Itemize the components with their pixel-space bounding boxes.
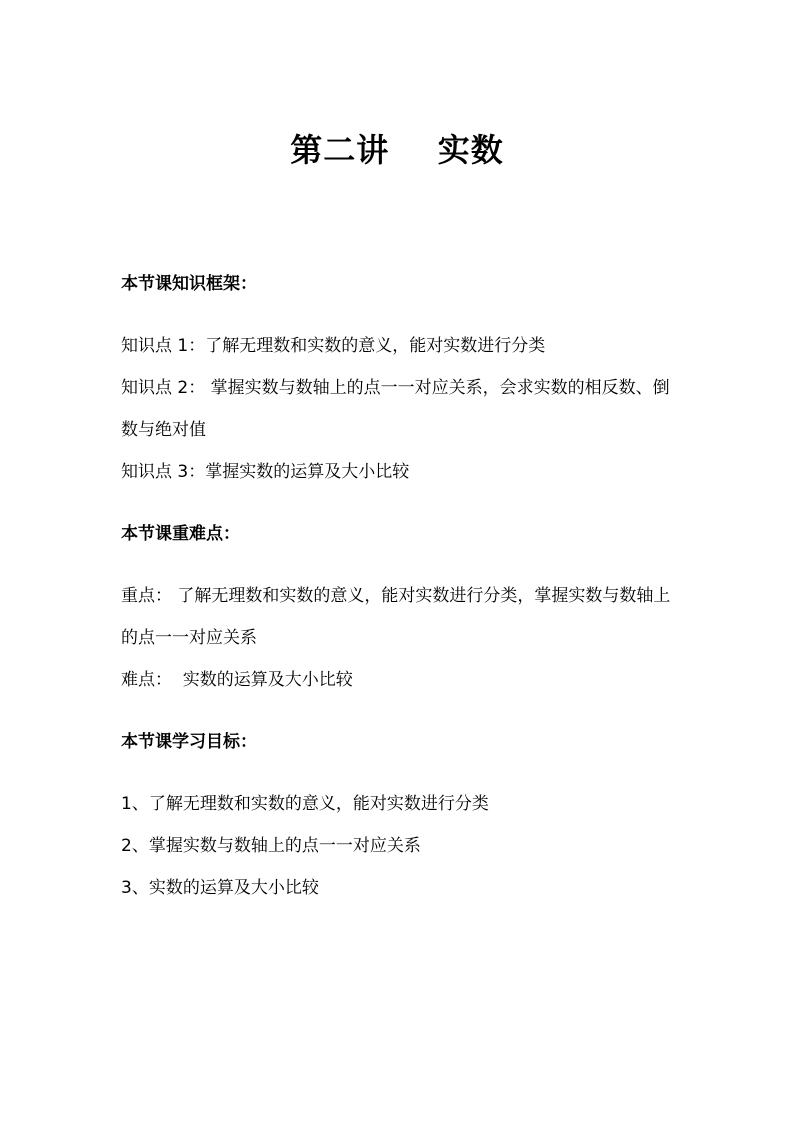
difficult-point-item: [121, 659, 681, 701]
page-title: 第二讲 实数: [290, 131, 504, 169]
goal-item-1: [121, 783, 681, 825]
knowledge-item-1: [121, 325, 681, 367]
goal-item-3: [121, 867, 681, 909]
list-item: 知识点 3：掌握实数的运算及大小比较: [121, 462, 410, 482]
section-heading: 本节课知识框架：: [121, 274, 257, 294]
list-item: 1、了解无理数和实数的意义，能对实数进行分类: [121, 794, 489, 814]
section-learning-goals: [121, 730, 681, 754]
knowledge-item-3: [121, 451, 681, 493]
section-key-points: [121, 522, 681, 546]
section-heading: 本节课重难点：: [121, 524, 240, 544]
section-knowledge-framework: [121, 272, 681, 296]
goal-item-2: [121, 825, 681, 867]
list-item: 知识点 1：了解无理数和实数的意义，能对实数进行分类: [121, 336, 546, 356]
list-item: 难点： 实数的运算及大小比较: [121, 670, 353, 690]
list-item: 重点： 了解无理数和实数的意义，能对实数进行分类，掌握实数与数轴上的点一一对应关系: [121, 586, 671, 648]
section-heading: 本节课学习目标：: [121, 732, 257, 752]
list-item: 2、掌握实数与数轴上的点一一对应关系: [121, 836, 421, 856]
list-item: 知识点 2： 掌握实数与数轴上的点一一对应关系，会求实数的相反数、倒数与绝对值: [121, 378, 670, 440]
list-item: 3、实数的运算及大小比较: [121, 878, 319, 898]
key-point-item: [121, 575, 681, 659]
knowledge-item-2: [121, 367, 681, 451]
